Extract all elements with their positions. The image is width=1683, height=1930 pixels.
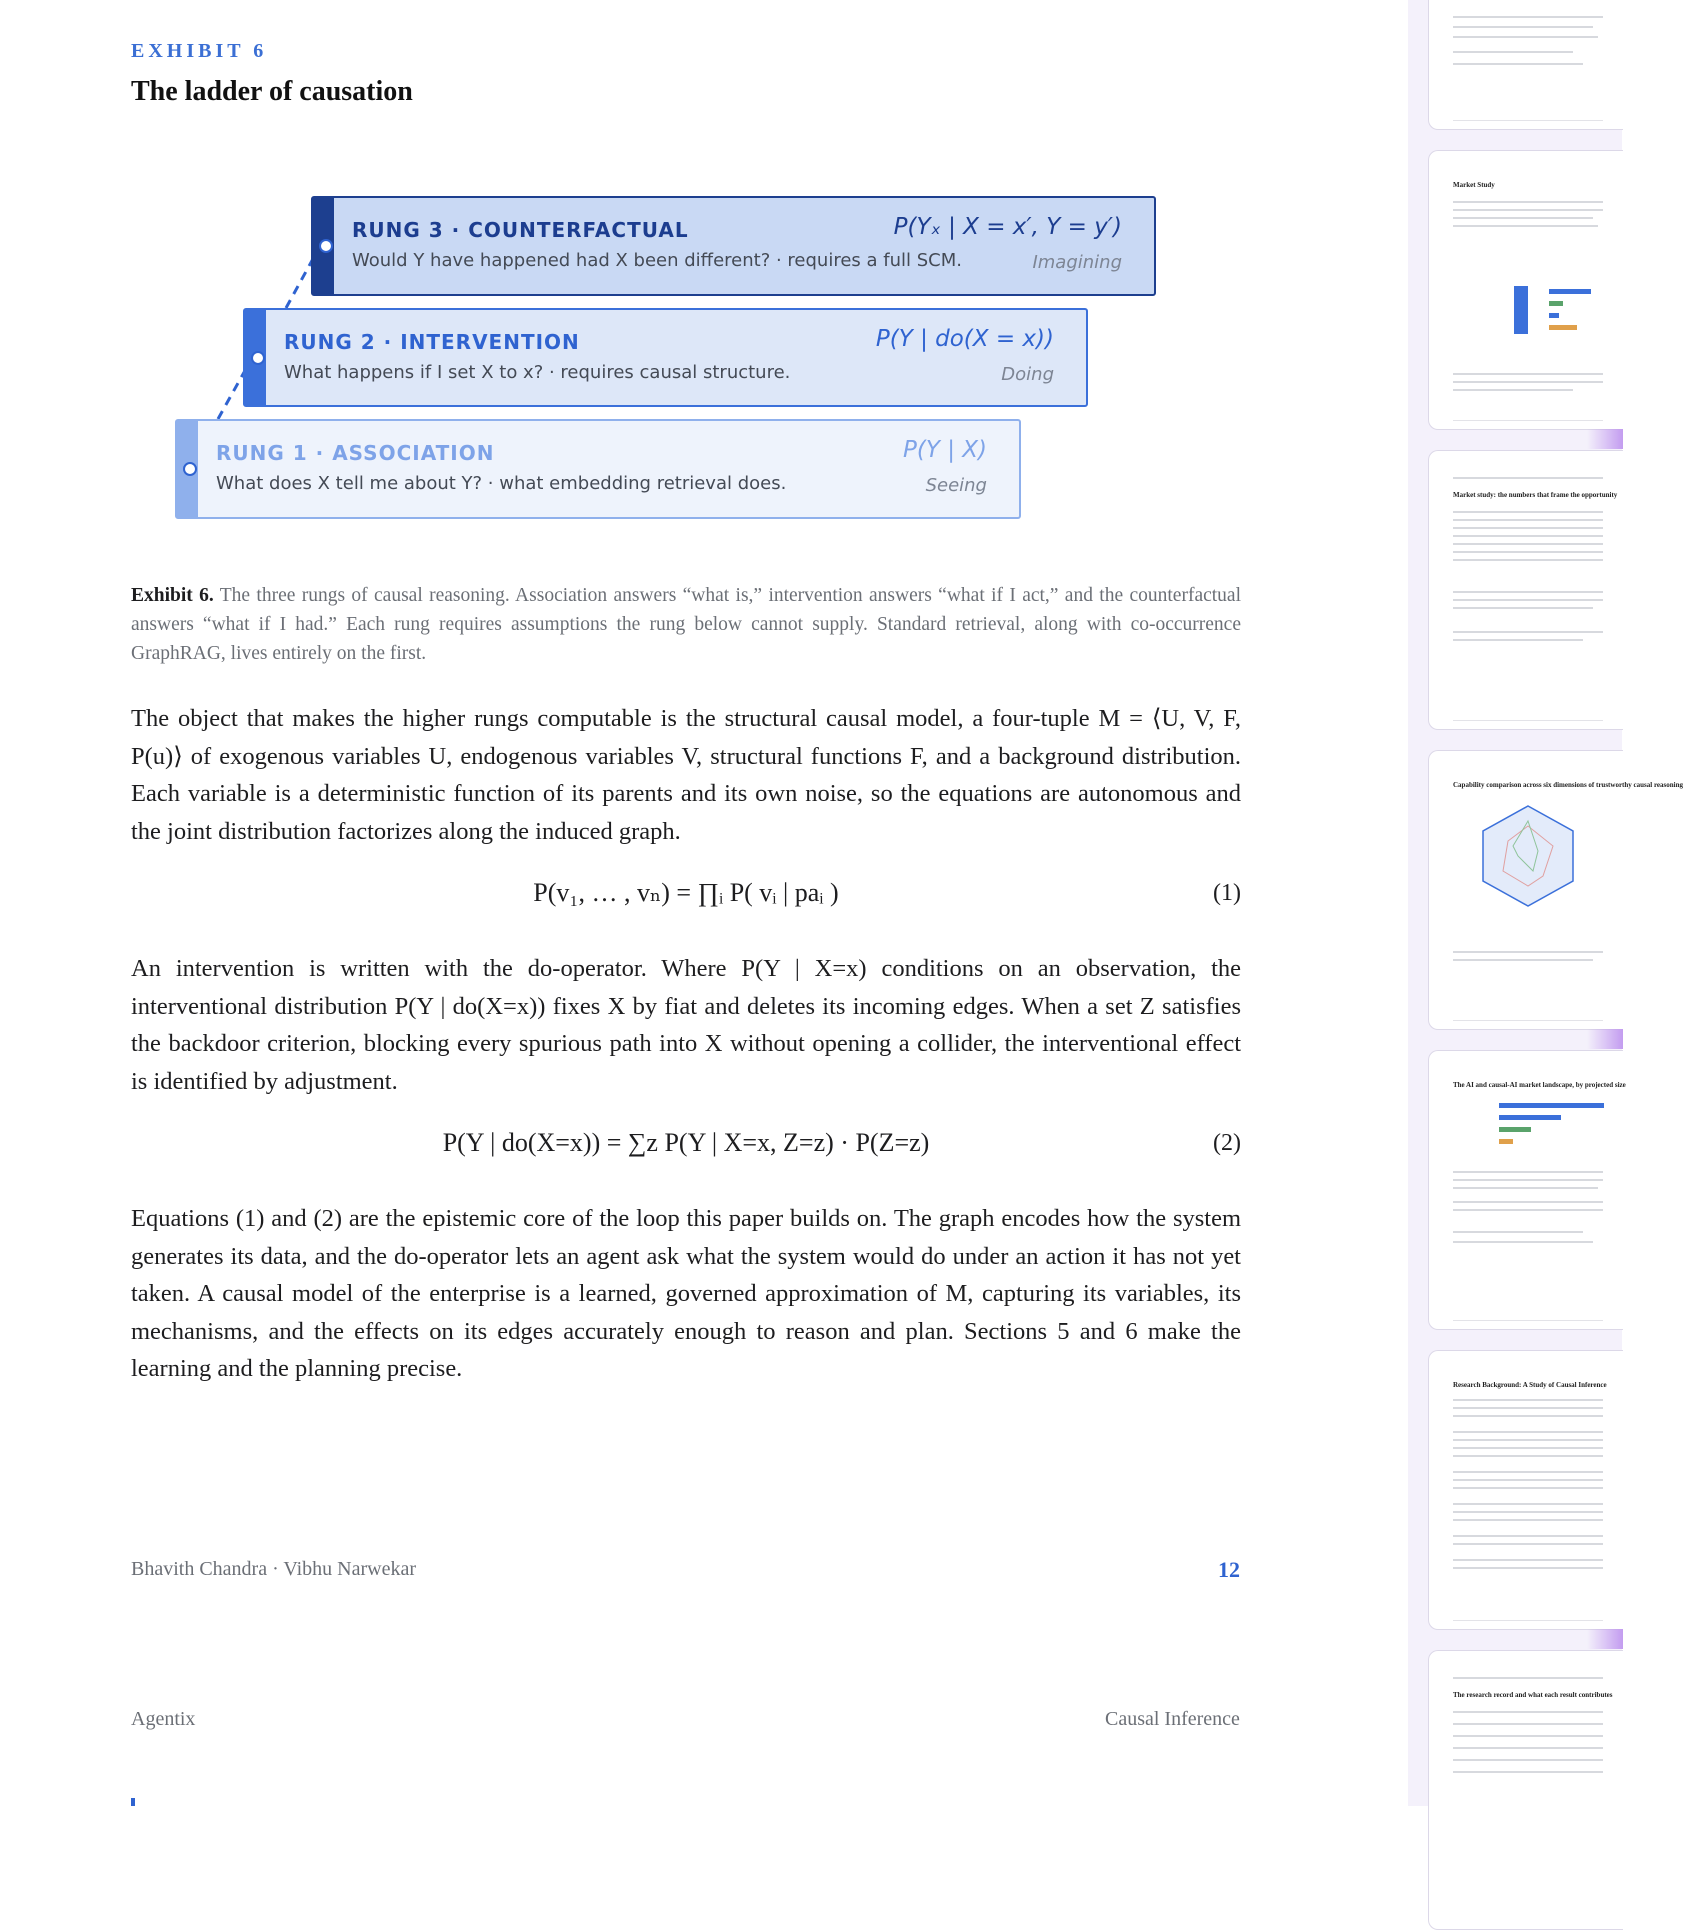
page-thumbnail[interactable] [1428,0,1623,130]
rung-2-mode: Doing [1001,364,1054,385]
thumbnail-heading: Capability comparison across six dimensions of trustworthy causal reasoning [1453,781,1683,789]
rung-1-node [183,462,197,476]
exhibit-label: EXHIBIT 6 [131,40,268,62]
equation-1-text: P(v₁, … , vₙ) = ∏ᵢ P( vᵢ | paᵢ ) [533,878,839,907]
rung-3-question: Would Y have happened had X been different? · requires a full SCM. [352,250,962,271]
rung-1-card [175,419,1021,519]
rung-2-title: RUNG 2 · INTERVENTION [284,330,580,354]
equation-2-text: P(Y | do(X=x)) = ∑z P(Y | X=x, Z=z) · P(Z=z) [442,1128,930,1157]
body-paragraph-3: Equations (1) and (2) are the epistemic core of the loop this paper builds on. The graph encodes how the system generates its data, and the do-operator lets an agent ask what the system would do under an action it has not yet taken. A causal model of the enterprise is a learned, governed approximation of M, capturing its variables, its mechanisms, and the effects on its edges accurately enough to reason and plan. Sections 5 and 6 make the learning and the planning precise. [131,1205,1241,1382]
rung-1-formula: P(Y | X) [903,437,987,463]
thumbnail-heading: Research Background: A Study of Causal Inference [1453,1381,1607,1389]
caption-text: The three rungs of causal reasoning. Association answers “what is,” intervention answers “what if I act,” and the counterfactual answers “what if I had.” Each rung requires assumptions the rung below cannot supply. Standard retrieval, along with co-occurrence GraphRAG, lives entirely on the first. [131,585,1241,664]
equation-2-number: (2) [1213,1130,1241,1156]
body-paragraph-2: An intervention is written with the do-operator. Where P(Y | X=x) conditions on an observation, the interventional distribution P(Y | do(X=x)) fixes X by fiat and deletes its incoming edges. When a set Z satisfies the backdoor criterion, blocking every spurious path into X without opening a collider, the interventional effect is identified by adjustment. [131,955,1241,1095]
rung-2-card [243,308,1088,407]
page-thumbnail[interactable] [1428,450,1623,730]
page-thumbnail[interactable] [1428,1050,1626,1330]
running-header-right: Causal Inference [1105,1708,1240,1730]
thumbnail-heading: Market study: the numbers that frame the opportunity [1453,491,1618,499]
thumbnail-heading: Market Study [1453,181,1495,189]
radar-thumbnail [1473,801,1583,911]
next-page-marker [131,1798,135,1806]
page-thumbnail[interactable] [1428,750,1683,1030]
footer-authors: Bhavith Chandra · Vibhu Narwekar [131,1558,417,1580]
caption-label: Exhibit 6. [131,585,214,606]
rung-3-node [319,239,333,253]
rung-1-mode: Seeing [925,475,987,496]
equation-1 [131,878,1241,908]
page-thumbnail[interactable] [1428,150,1623,430]
page-number: 12 [1218,1557,1240,1582]
exhibit-caption [131,581,1241,668]
rung-3-card [311,196,1156,296]
thumbnail-heading: The research record and what each result contributes [1453,1691,1613,1699]
body-paragraph-1: The object that makes the higher rungs computable is the structural causal model, a four-tuple M = ⟨U, V, F, P(u)⟩ of exogenous variables U, endogenous variables V, structural functions F, and a background distribution. Each variable is a deterministic function of its parents and its own noise, so the equations are autonomous and the joint distribution factorizes along the induced graph. [131,705,1241,845]
exhibit-title: The ladder of causation [131,76,413,107]
rung-2-formula: P(Y | do(X = x)) [875,326,1054,352]
equation-1-number: (1) [1213,880,1241,906]
rung-1-title: RUNG 1 · ASSOCIATION [216,441,495,465]
running-header-left: Agentix [131,1708,196,1730]
thumbnail-heading: The AI and causal-AI market landscape, by projected size [1453,1081,1626,1089]
rung-3-formula: P(Yₓ | X = x′, Y = y′) [893,214,1122,240]
rung-2-node [251,351,265,365]
page-thumbnail-rail[interactable] [1408,0,1683,1806]
page-thumbnail[interactable] [1428,1350,1623,1630]
rung-3-title: RUNG 3 · COUNTERFACTUAL [352,218,689,242]
rung-2-question: What happens if I set X to x? · requires causal structure. [284,362,791,383]
rung-3-mode: Imagining [1032,252,1122,273]
equation-2 [131,1128,1241,1158]
page-thumbnail[interactable] [1428,1650,1623,1930]
rung-1-question: What does X tell me about Y? · what embedding retrieval does. [216,473,787,494]
